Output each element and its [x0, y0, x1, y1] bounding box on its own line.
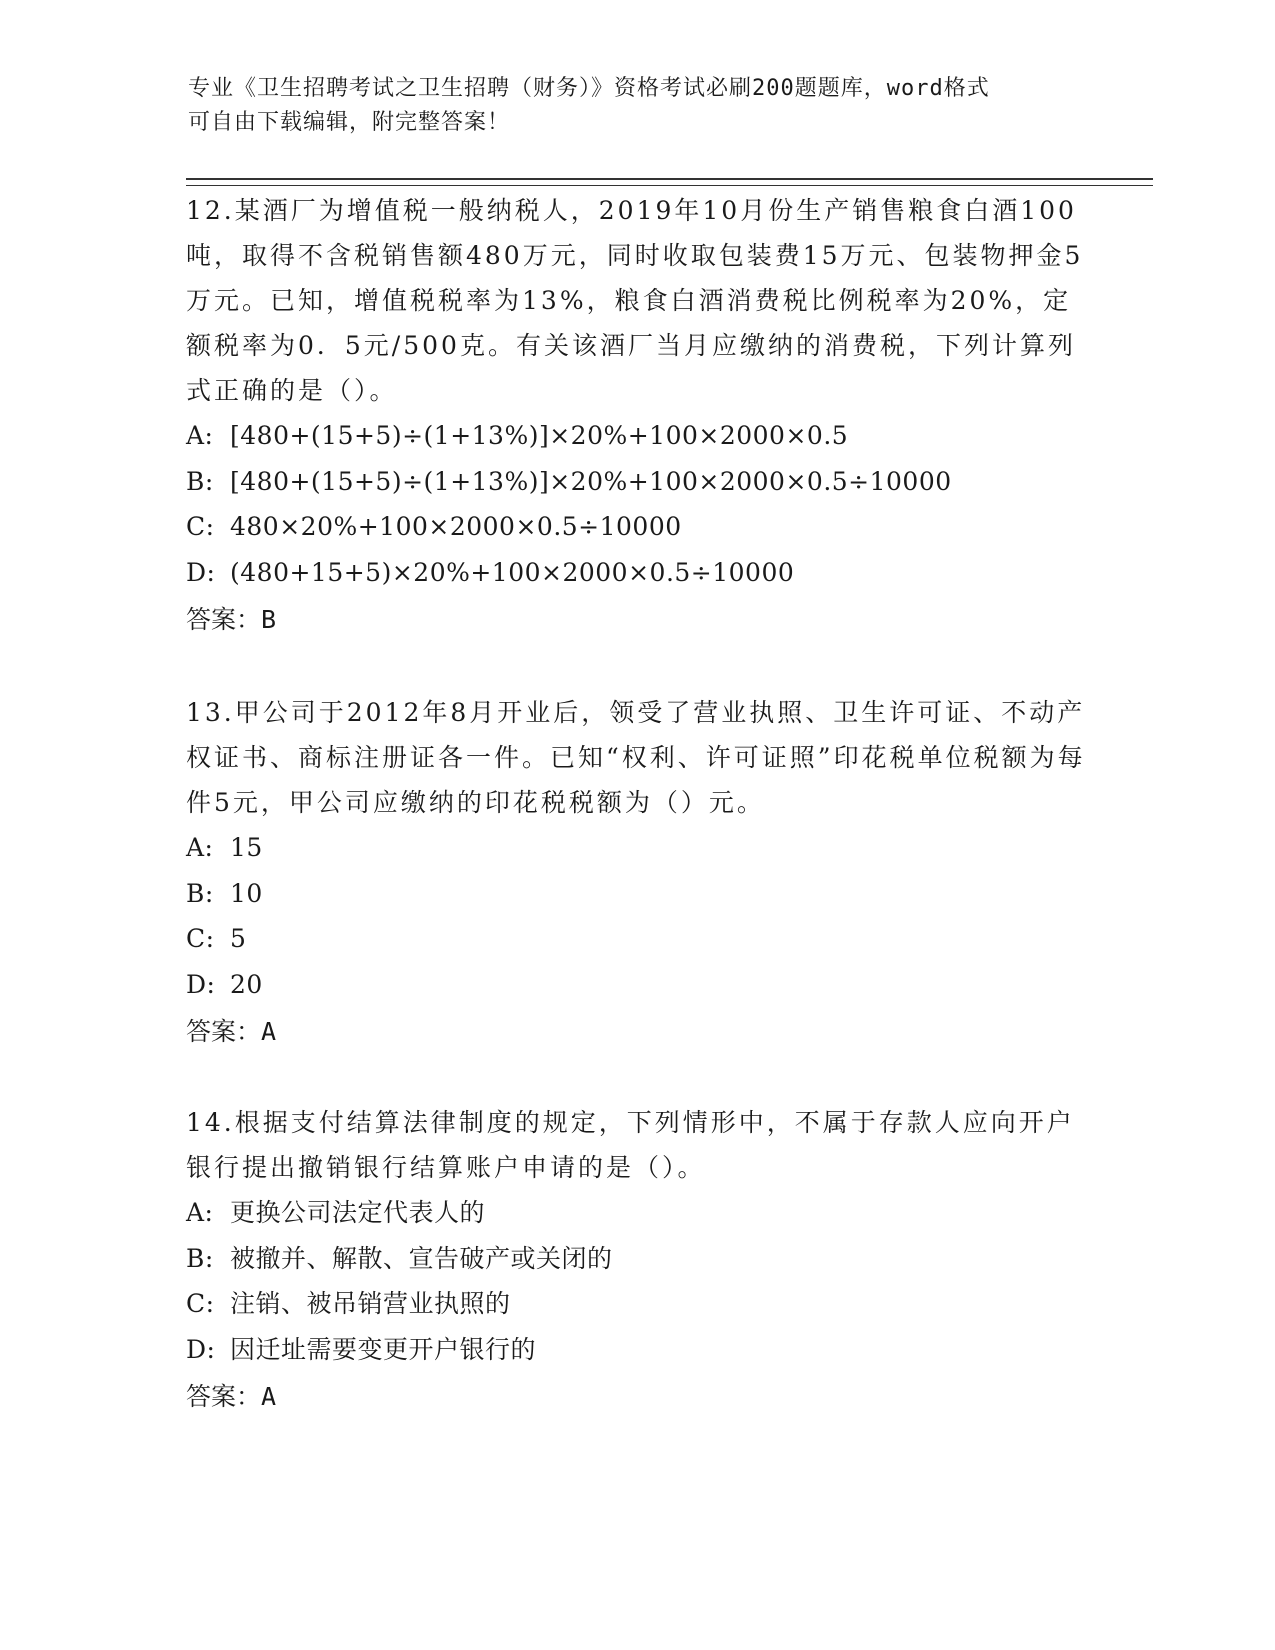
option-letter: B:: [186, 1243, 214, 1273]
option-text: 注销、被吊销营业执照的: [230, 1289, 511, 1318]
option-letter: A:: [186, 1198, 214, 1227]
option-text: [480+(15+5)÷(1+13%)]×20%+100×2000×0.5: [230, 421, 849, 450]
option-text: [480+(15+5)÷(1+13%)]×20%+100×2000×0.5÷10000: [230, 466, 952, 496]
page-header: [188, 72, 1088, 140]
header-title-line-2: 可自由下载编辑，附完整答案！: [188, 110, 511, 135]
option-text: 15: [230, 833, 263, 862]
option-b: [186, 1236, 1086, 1282]
option-b: [186, 459, 1086, 505]
answer-line: 答案：B: [186, 605, 277, 634]
option-text: 被撤并、解散、宣告破产或关闭的: [230, 1243, 613, 1273]
question-stem: 12.某酒厂为增值税一般纳税人，2019年10月份生产销售粮食白酒100吨，取得不含税销售额480万元，同时收取包装费15万元、包装物押金5万元。已知，增值税税率为13%，粮食白酒消费税比例税率为20%，定额税率为0．5元/500克。有关该酒厂当月应缴纳的消费税，下列计算列式正确的是（）。: [186, 196, 1084, 405]
option-letter: D:: [186, 557, 216, 587]
option-letter: A:: [186, 833, 214, 862]
option-text: 因迁址需要变更开户银行的: [230, 1334, 537, 1364]
option-d: [186, 1327, 1086, 1373]
header-divider: [186, 178, 1153, 186]
option-text: 480×20%+100×2000×0.5÷10000: [230, 512, 682, 541]
option-a: [186, 1190, 1086, 1236]
question-13: [186, 690, 1086, 1055]
question-stem: 13.甲公司于2012年8月开业后，领受了营业执照、卫生许可证、不动产权证书、商标注册证各一件。已知“权利、许可证照”印花税单位税额为每件5元，甲公司应缴纳的印花税税额为（）元。: [186, 698, 1086, 817]
option-letter: C:: [186, 1289, 215, 1318]
option-text: (480+15+5)×20%+100×2000×0.5÷10000: [230, 557, 795, 587]
option-letter: D:: [186, 1334, 216, 1364]
option-letter: B:: [186, 466, 214, 496]
option-b: [186, 871, 1086, 917]
option-c: [186, 504, 1086, 550]
option-a: [186, 825, 1086, 871]
option-text: 20: [230, 969, 263, 999]
header-title-line-1: 专业《卫生招聘考试之卫生招聘（财务）》资格考试必刷200题题库，word格式: [188, 76, 990, 101]
answer-line: 答案：A: [186, 1382, 277, 1411]
option-d: [186, 550, 1086, 596]
option-c: [186, 1281, 1086, 1327]
option-text: 10: [230, 878, 263, 908]
option-letter: B:: [186, 878, 214, 908]
option-a: [186, 413, 1086, 459]
option-letter: A:: [186, 421, 214, 450]
option-c: [186, 916, 1086, 962]
answer-line: 答案：A: [186, 1017, 277, 1046]
option-text: 更换公司法定代表人的: [230, 1198, 486, 1227]
option-letter: C:: [186, 512, 215, 541]
question-14: [186, 1100, 1086, 1420]
option-d: [186, 962, 1086, 1008]
option-letter: C:: [186, 924, 215, 953]
option-text: 5: [230, 924, 247, 953]
question-12: [186, 188, 1086, 643]
option-letter: D:: [186, 969, 216, 999]
question-stem: 14.根据支付结算法律制度的规定，下列情形中，不属于存款人应向开户银行提出撤销银行结算账户申请的是（）。: [186, 1108, 1075, 1182]
